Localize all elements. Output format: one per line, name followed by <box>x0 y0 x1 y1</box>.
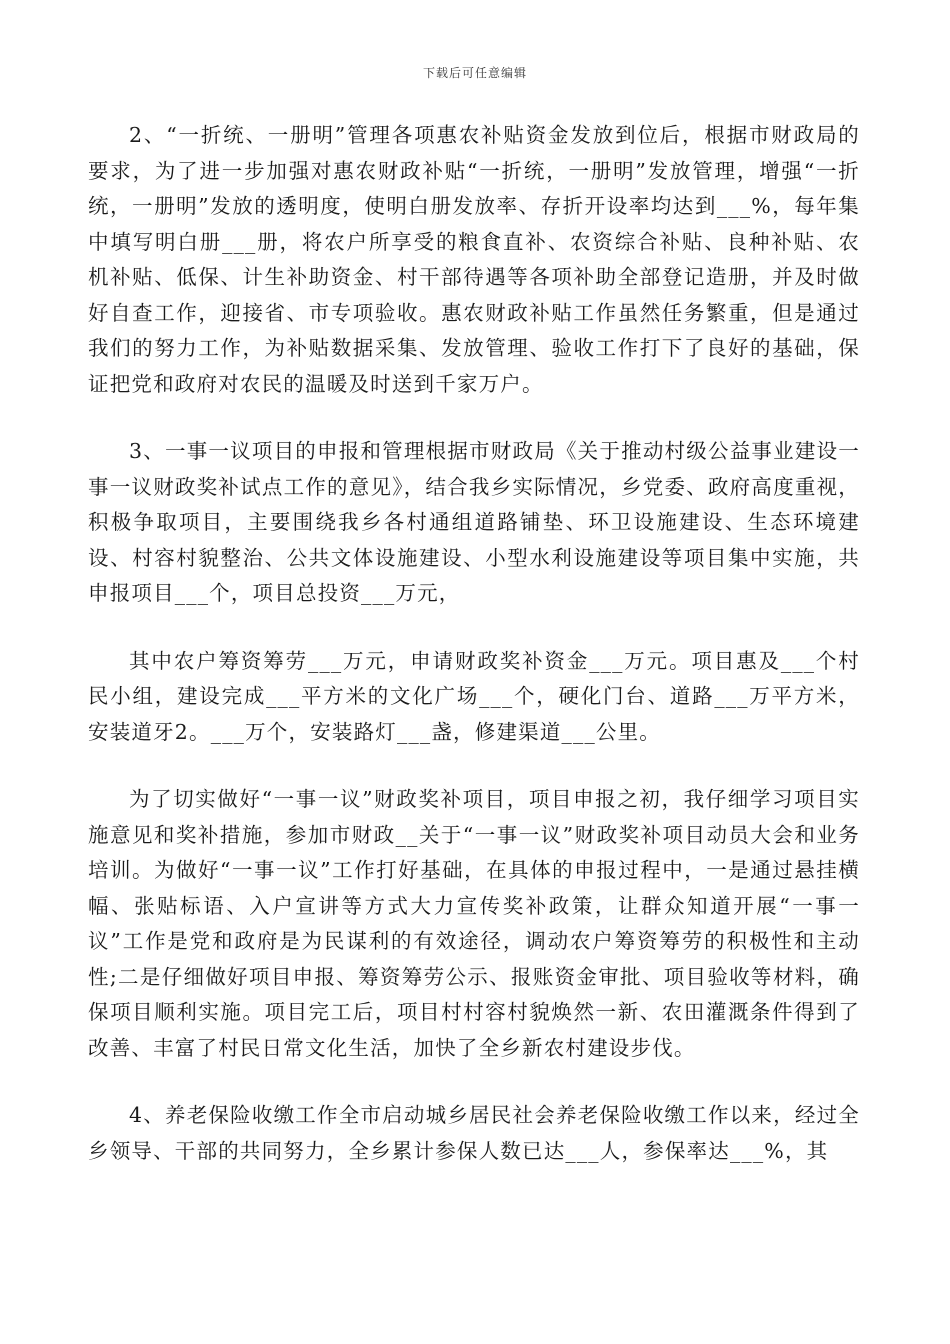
page-header: 下载后可任意编辑 <box>422 66 527 80</box>
paragraph-subsidy-distribution: 2、“一折统、一册明”管理各项惠农补贴资金发放到位后，根据市财政局的要求，为了进一步加强对惠农财政补贴“一折统，一册明”发放管理，增强“一折统，一册明”发放的透明度，使明白册发放率、存折开设率均达到___%，每年集中填写明白册___册，将农户所享受的粮食直补、农资综合补贴、良种补贴、农机补贴、低保、计生补助资金、村干部待遇等各项补助全部登记造册，并及时做好自查工作，迎接省、市专项验收。惠农财政补贴工作虽然任务繁重，但是通过我们的努力工作，为补贴数据采集、发放管理、验收工作打下了良好的基础，保证把党和政府对农民的温暖及时送到千家万户。 <box>88 123 860 396</box>
paragraph-project-application: 3、一事一议项目的申报和管理根据市财政局《关于推动村级公益事业建设一事一议财政奖补试点工作的意见》，结合我乡实际情况，乡党委、政府高度重视，积极争取项目，主要围绕我乡各村通组道路铺垫、环卫设施建设、生态环境建设、村容村貌整治、公共文体设施建设、小型水利设施建设等项目集中实施，共申报项目___个，项目总投资___万元， <box>88 439 860 605</box>
document-body <box>88 118 860 1201</box>
paragraph-project-implementation: 为了切实做好“一事一议”财政奖补项目，项目申报之初，我仔细学习项目实施意见和奖补措施，参加市财政__关于“一事一议”财政奖补项目动员大会和业务培训。为做好“一事一议”工作打好基础，在具体的申报过程中，一是通过悬挂横幅、张贴标语、入户宣讲等方式大力宣传奖补政策，让群众知道开展“一事一议”工作是党和政府是为民谋利的有效途径，调动农户筹资筹劳的积极性和主动性;二是仔细做好项目申报、筹资筹劳公示、报账资金审批、项目验收等材料，确保项目顺利实施。项目完工后，项目村村容村貌焕然一新、农田灌溉条件得到了改善、丰富了村民日常文化生活，加快了全乡新农村建设步伐。 <box>88 787 860 1060</box>
paragraph-pension-insurance: 4、养老保险收缴工作全市启动城乡居民社会养老保险收缴工作以来，经过全乡领导、干部的共同努力，全乡累计参保人数已达___人，参保率达___%，其 <box>88 1103 860 1163</box>
paragraph-project-funding: 其中农户筹资筹劳___万元，申请财政奖补资金___万元。项目惠及___个村民小组，建设完成___平方米的文化广场___个，硬化门台、道路___万平方米，安装道牙2。___万个，安装路灯___盏，修建渠道___公里。 <box>88 648 860 744</box>
